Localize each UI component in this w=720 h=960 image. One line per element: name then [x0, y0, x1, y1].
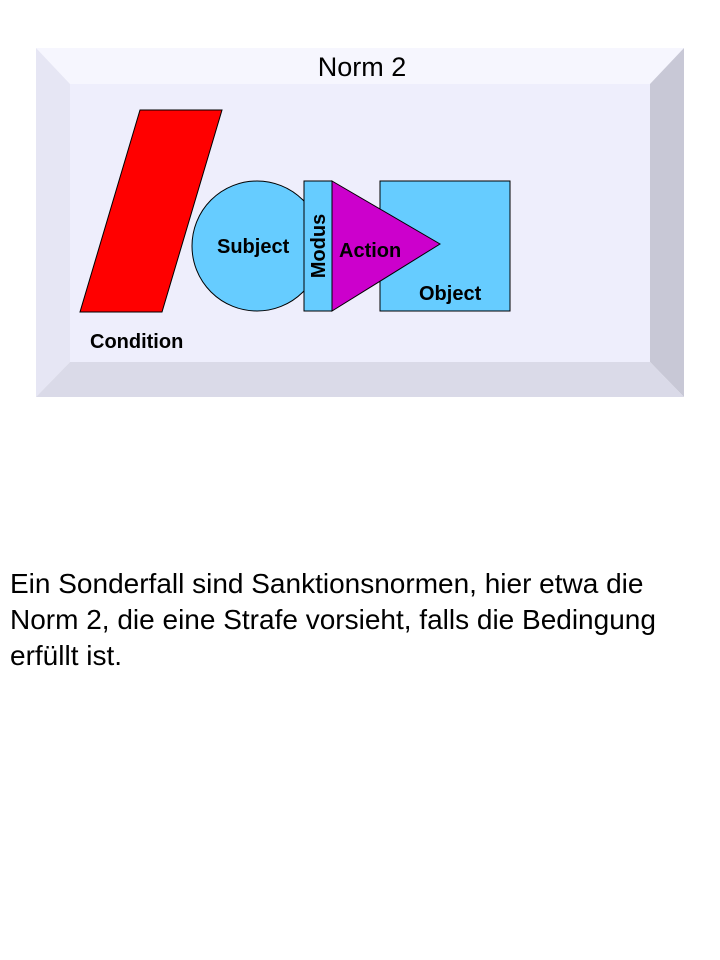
object-label: Object — [419, 283, 482, 305]
caption-text: Ein Sonderfall sind Sanktionsnormen, hier etwa die Norm 2, die eine Strafe vorsieht, falls die Bedingung erfüllt ist. — [10, 568, 656, 671]
norm-diagram — [0, 0, 720, 420]
modus-label: Modus — [308, 213, 330, 279]
frame-bevel-left — [36, 48, 70, 397]
condition-label: Condition — [90, 331, 184, 353]
frame-bevel-right — [650, 48, 684, 397]
frame-bevel-bottom — [36, 362, 684, 397]
diagram-title: Norm 2 — [317, 52, 407, 82]
action-label: Action — [339, 240, 402, 262]
subject-label: Subject — [217, 236, 290, 258]
